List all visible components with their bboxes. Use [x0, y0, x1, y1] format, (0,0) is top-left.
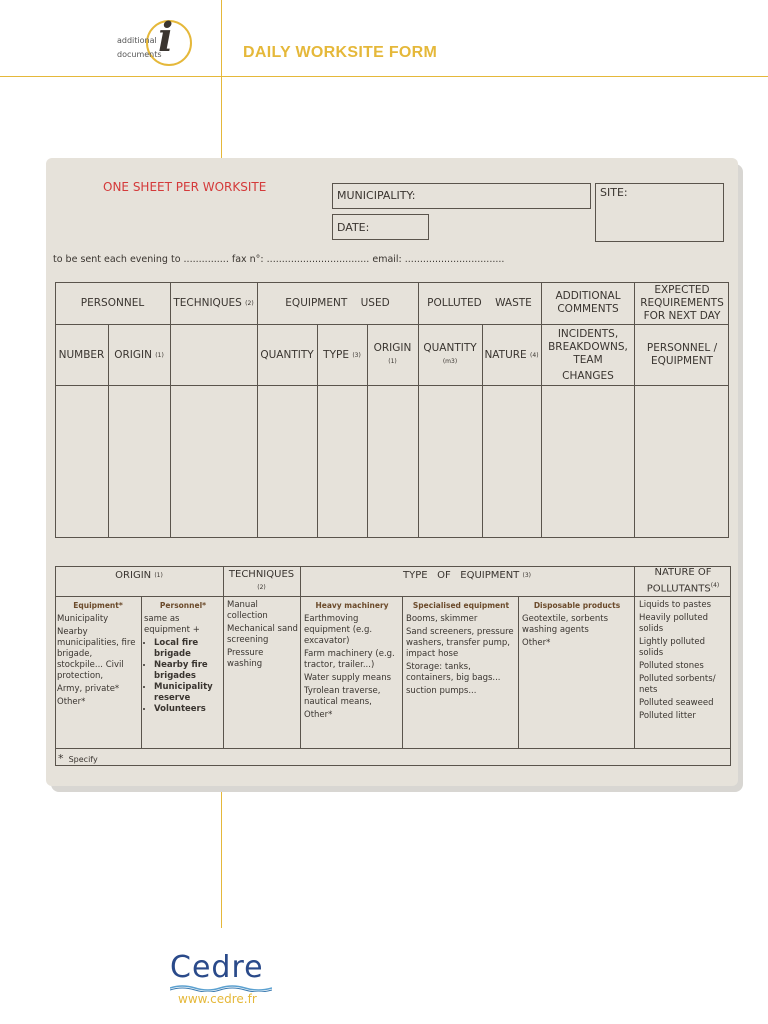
header-expected-requirements: EXPECTED REQUIREMENTS FOR NEXT DAY	[640, 283, 724, 322]
disposable-heading: Disposable products	[533, 601, 621, 610]
list-item: Liquids to pastes	[639, 600, 712, 610]
header-waste-nature: NATURE (4)	[484, 348, 539, 361]
entry-techniques[interactable]	[171, 386, 257, 537]
margin-rule-bottom	[221, 786, 222, 928]
cedre-logo: Cedre	[170, 950, 264, 985]
t2-row-divider	[55, 748, 731, 749]
header-equipment-used: EQUIPMENT USED	[285, 296, 390, 309]
municipality-label: MUNICIPALITY:	[337, 189, 416, 202]
badge-line1: additional	[117, 36, 157, 45]
list-item: • Local fire brigade	[154, 638, 222, 660]
send-instructions: to be sent each evening to ............... fax n°: .................................. email: .................................	[53, 254, 505, 265]
personnel-intro: same as equipment +	[144, 614, 200, 635]
list-item: Polluted seaweed	[639, 698, 714, 708]
list-item: Heavily polluted solids	[639, 613, 708, 634]
header-equipment-quantity: QUANTITY	[260, 348, 314, 361]
entry-comments[interactable]	[542, 386, 634, 537]
header-equipment-type: TYPE (3)	[323, 348, 361, 361]
entry-equipment-quantity[interactable]	[258, 386, 317, 537]
list-item: Army, private*	[57, 684, 120, 694]
list-item: Polluted sorbents/ nets	[639, 674, 716, 695]
entry-requirements[interactable]	[635, 386, 728, 537]
header-incidents: INCIDENTS, BREAKDOWNS, TEAM CHANGES	[548, 327, 628, 382]
header-additional-comments: ADDITIONAL COMMENTS	[555, 290, 621, 315]
list-item: Other*	[522, 638, 551, 648]
header-personnel: PERSONNEL	[80, 296, 145, 309]
list-item: Polluted stones	[639, 661, 704, 671]
additional-documents-label	[117, 34, 162, 62]
list-item: Nearby municipalities, fire brigade, stockpile... Civil protection,	[57, 627, 136, 681]
list-item: Municipality	[57, 614, 109, 624]
list-item: Earthmoving equipment (e.g. excavator)	[304, 614, 373, 646]
website-link[interactable]: www.cedre.fr	[178, 992, 257, 1006]
header-personnel-origin: ORIGIN (1)	[114, 348, 164, 361]
legend-origin-header: ORIGIN (1)	[115, 569, 163, 581]
legend-techniques-header: TECHNIQUES (2)	[228, 569, 295, 591]
legend-techniques-column	[227, 600, 299, 672]
legend-heavy-machinery-column	[304, 600, 400, 723]
entry-equipment-origin[interactable]	[368, 386, 418, 537]
list-item: Lightly polluted solids	[639, 637, 705, 658]
list-item: • Nearby fire brigades	[154, 660, 222, 682]
date-label: DATE:	[337, 221, 370, 234]
list-item: Mechanical sand screening	[227, 624, 298, 645]
page-title: DAILY WORKSITE FORM	[243, 44, 438, 61]
legend-personnel-column	[144, 600, 222, 715]
t2-col-divider	[141, 596, 142, 748]
t2-row-divider	[55, 596, 731, 597]
badge-line2: documents	[117, 50, 162, 59]
list-item: Storage: tanks, containers, big bags...	[406, 662, 501, 683]
legend-disposable-column	[522, 600, 632, 651]
legend-specialised-column	[406, 600, 516, 699]
site-label: SITE:	[600, 186, 628, 199]
legend-type-header: TYPE OF EQUIPMENT (3)	[403, 569, 531, 581]
t2-col-divider	[402, 596, 403, 748]
header-equipment-origin: ORIGIN (1)	[373, 342, 412, 365]
header-number: NUMBER	[58, 348, 105, 361]
list-item: suction pumps...	[406, 686, 477, 696]
list-item: Polluted litter	[639, 711, 696, 721]
list-item: Tyrolean traverse, nautical means,	[304, 686, 381, 707]
list-item: • Volunteers	[154, 704, 222, 715]
logo-wave-icon	[170, 984, 272, 992]
list-item: Sand screeners, pressure washers, transfer pump, impact hose	[406, 627, 514, 659]
list-item: Other*	[304, 710, 333, 720]
t2-col-divider	[518, 596, 519, 748]
legend-equipment-column	[57, 600, 139, 710]
header-rule	[0, 76, 768, 77]
header-waste-quantity: QUANTITY (m3)	[423, 342, 477, 365]
list-item: Farm machinery (e.g. tractor, trailer...)	[304, 649, 395, 670]
t2-col-divider	[634, 566, 635, 748]
header-techniques: TECHNIQUES (2)	[173, 296, 254, 309]
list-item: Other*	[57, 697, 86, 707]
list-item: Manual collection	[227, 600, 268, 621]
margin-rule-top	[221, 0, 222, 158]
header-personnel-equipment: PERSONNEL / EQUIPMENT	[646, 342, 718, 367]
heavy-machinery-heading: Heavy machinery	[315, 601, 389, 610]
legend-nature-header: NATURE OF POLLUTANTS$^{(4)}$	[646, 567, 720, 595]
specialised-heading: Specialised equipment	[412, 601, 510, 610]
header-polluted-waste: POLLUTED WASTE	[427, 296, 532, 309]
list-item: • Municipality reserve	[154, 682, 222, 704]
info-icon: i	[158, 14, 174, 61]
form-headline: ONE SHEET PER WORKSITE	[103, 180, 267, 194]
footnote: * Specify	[58, 752, 98, 765]
personnel-heading: Personnel*	[159, 601, 207, 610]
list-item: Pressure washing	[227, 648, 264, 669]
entry-number[interactable]	[56, 386, 108, 537]
list-item: Water supply means	[304, 673, 392, 683]
legend-nature-column	[639, 600, 729, 724]
entry-waste-nature[interactable]	[483, 386, 541, 537]
equipment-heading: Equipment*	[73, 601, 123, 610]
t2-col-divider	[300, 566, 301, 748]
list-item: Booms, skimmer	[406, 614, 478, 624]
list-item: Geotextile, sorbents washing agents	[522, 614, 609, 635]
entry-personnel-origin[interactable]	[109, 386, 170, 537]
entry-equipment-type[interactable]	[318, 386, 367, 537]
entry-waste-quantity[interactable]	[419, 386, 482, 537]
